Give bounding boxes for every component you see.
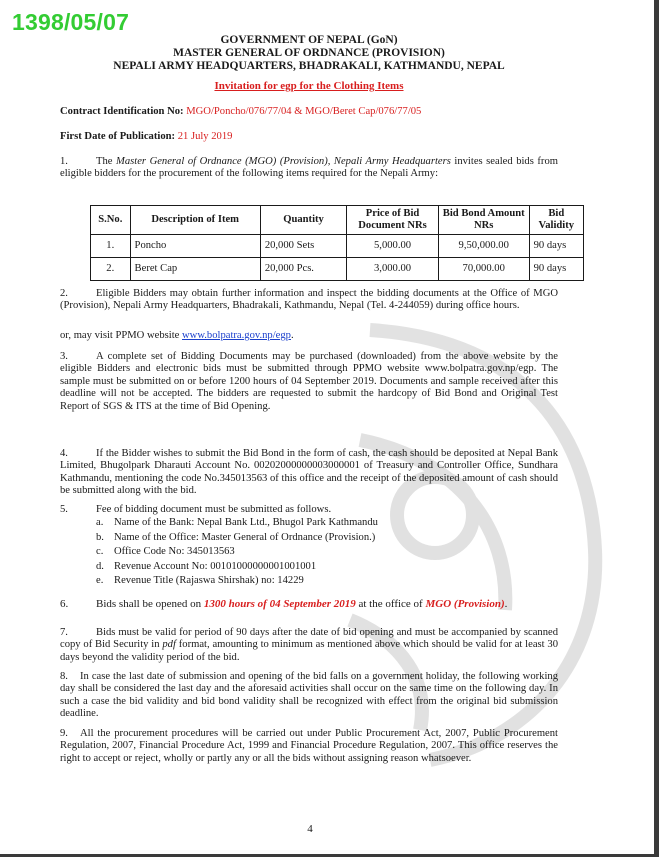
col-header-description: Description of Item — [130, 206, 260, 235]
cell-sno: 2. — [91, 258, 131, 281]
table-row — [91, 258, 584, 281]
paragraph-1: 1. The Master General of Ordnance (MGO) (Provision), Nepali Army Headquarters invites sealed bids from eligible bidders for the procurement of the following items required for the Nepali Army: — [60, 156, 558, 180]
list-item: c. Office Code No: 345013563 — [96, 546, 235, 557]
paragraph-7: 7. Bids must be valid for period of 90 days after the date of bid opening and must be accompanied by scanned copy of Bid Security in pdf format, amounting to minimum as mentioned above which should be valid for at least 30 days beyond the validity period of the bid. — [60, 627, 558, 663]
cell-validity: 90 days — [529, 258, 583, 281]
list-item: b. Name of the Office: Master General of Ordnance (Provision.) — [96, 531, 376, 543]
cell-price: 5,000.00 — [347, 235, 439, 258]
contract-value: MGO/Poncho/076/77/04 & MGO/Beret Cap/076/77/05 — [186, 106, 422, 117]
paragraph-4: 4. If the Bidder wishes to submit the Bid Bond in the form of cash, the cash should be deposited at Nepal Bank Limited, Bhugolpark Dharauti Account No. 00202000000003000001 of Treasury and Controller Office, Sundhara Kathmandu, mentioning the code No.345013563 of this office and the receipt of the deposited amount of cash should be submitted along with the bid. — [60, 448, 558, 497]
paragraph-number: 5. — [60, 504, 68, 515]
paragraph-9: 9. All the procurement procedures will be carried out under Public Procurement Act, 2007, Public Procurement Regulation, 2007, Financial Procedure Act, 1999 and Financial Procedure Regulation, 2007. This office reserves the right to accept or reject, wholly or partly any or all the bids without assigning reason whatsoever. — [60, 728, 558, 764]
bank-details-list — [96, 517, 378, 590]
col-header-validity: Bid Validity — [529, 206, 583, 235]
list-item: d. Revenue Account No: 00101000000001001001 — [96, 560, 317, 572]
cell-quantity: 20,000 Sets — [260, 235, 346, 258]
paragraph-number: 6. — [60, 598, 69, 610]
bid-opening-office: MGO (Provision) — [425, 598, 505, 610]
paragraph-number: 4. — [60, 448, 68, 459]
bid-opening-time: 1300 hours of 04 September 2019 — [203, 598, 356, 610]
list-item: e. Revenue Title (Rajaswa Shirshak) no: 14229 — [96, 575, 304, 586]
paragraph-6: 6. Bids shall be opened on 1300 hours of 04 September 2019 at the office of MGO (Provision). — [60, 598, 508, 610]
table-row — [91, 235, 584, 258]
cell-bid-bond: 9,50,000.00 — [438, 235, 529, 258]
cell-sno: 1. — [91, 235, 131, 258]
paragraph-5: 5. Fee of bidding document must be submitted as follows. — [60, 504, 332, 515]
cell-quantity: 20,000 Pcs. — [260, 258, 346, 281]
items-table — [90, 205, 584, 281]
contract-identification — [60, 106, 558, 118]
paragraph-3: 3. A complete set of Bidding Documents may be purchased (downloaded) from the above website by the eligible Bidders and electronic bids must be submitted through PPMO website www.bolpatra.gov.np/egp. The sample must be submitted on or before 1200 hours of 04 September 2019. Documents and sample received after this deadline will not be accepted. The bidders are requested to submit the hardcopy of Bid Bond and Original Test Report of SGS & ITS at the time of Bid Opening. — [60, 351, 558, 412]
header-address: NEPALI ARMY HEADQUARTERS, BHADRAKALI, KATHMANDU, NEPAL — [113, 60, 505, 72]
notice-title: Invitation for egp for the Clothing Items — [214, 80, 404, 92]
paragraph-number: 3. — [60, 351, 68, 362]
header-office: MASTER GENERAL OF ORDNANCE (PROVISION) — [173, 47, 445, 59]
paragraph-number: 2. — [60, 288, 68, 299]
col-header-price: Price of Bid Document NRs — [347, 206, 439, 235]
contract-label: Contract Identification No: — [60, 106, 184, 117]
col-header-sno: S.No. — [91, 206, 131, 235]
publication-label: First Date of Publication: — [60, 131, 176, 142]
organization-name: Master General of Ordnance (MGO) (Provision), Nepali Army Headquarters — [116, 156, 451, 167]
col-header-bid-bond: Bid Bond Amount NRs — [438, 206, 529, 235]
paragraph-2: 2. Eligible Bidders may obtain further information and inspect the bidding documents at the Office of MGO (Provision), Nepali Army Headquarters, Bhadrakali, Kathmandu, Nepal (Tel. 4-244059) during office hours. — [60, 288, 558, 312]
cell-price: 3,000.00 — [347, 258, 439, 281]
paragraph-number: 8. — [60, 671, 68, 682]
cell-bid-bond: 70,000.00 — [438, 258, 529, 281]
page-edge-shadow — [654, 0, 659, 857]
cell-description: Poncho — [130, 235, 260, 258]
cell-validity: 90 days — [529, 235, 583, 258]
paragraph-number: 1. — [60, 156, 68, 167]
ppmo-website-link[interactable]: www.bolpatra.gov.np/egp — [182, 330, 291, 341]
page-number: 4 — [307, 823, 313, 835]
paragraph-number: 9. — [60, 728, 68, 739]
cell-description: Beret Cap — [130, 258, 260, 281]
ppmo-website-line: or, may visit PPMO website www.bolpatra.gov.np/egp. — [60, 330, 294, 341]
date-stamp: 1398/05/07 — [12, 9, 130, 35]
paragraph-8: 8. In case the last date of submission and opening of the bid falls on a government holiday, the following working day shall be considered the last day and the aforesaid activities shall occur on the same time on the following day. In such a case the bid validity and bid bond validity shall be recognized with effect from the original bid submission deadline. — [60, 671, 558, 720]
list-item: a. Name of the Bank: Nepal Bank Ltd., Bhugol Park Kathmandu — [96, 517, 378, 528]
paragraph-number: 7. — [60, 627, 68, 638]
header-government: GOVERNMENT OF NEPAL (GoN) — [220, 34, 398, 46]
publication-value: 21 July 2019 — [177, 131, 233, 142]
table-header-row — [91, 206, 584, 235]
col-header-quantity: Quantity — [260, 206, 346, 235]
publication-date — [60, 131, 558, 143]
